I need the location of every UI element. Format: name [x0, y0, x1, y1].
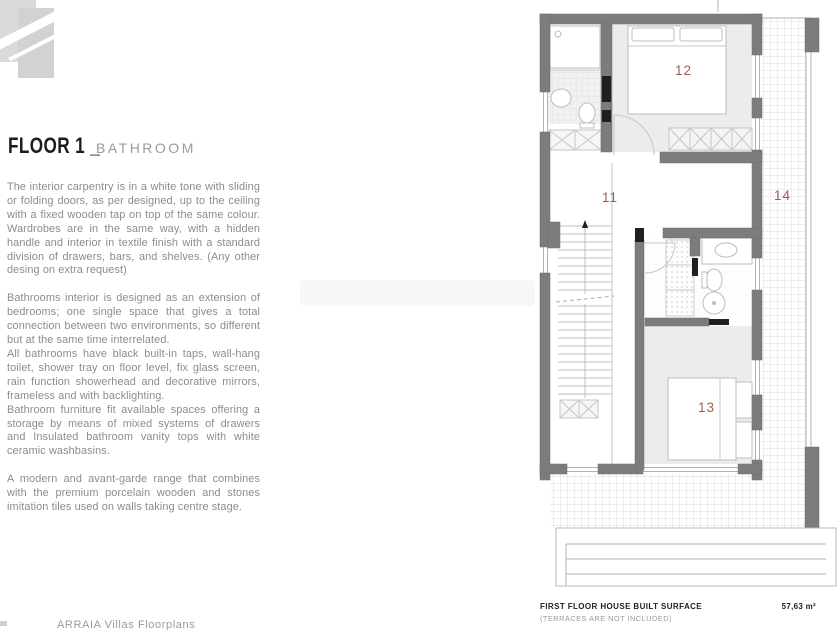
paragraph-carpentry: The interior carpentry is in a white tone with sliding or folding doors, as per designed, up to the ceiling with a fixed wooden tap on top of the same colour. Wardrobes are in the same way, with a hidden handle and interior in textile finish with a standard division of drawers, bars, and shelves. (Any other desing on extra request) — [7, 181, 260, 277]
washbasin-icon — [715, 243, 737, 257]
page-title — [8, 133, 196, 163]
section-title: BATHROOM — [96, 140, 196, 156]
brand-logo-icon — [0, 0, 72, 88]
paragraph-tiles: A modern and avant-garde range that combines with the premium porcelain wooden and stones imitation tiles used on walls taking centre stage. — [7, 473, 260, 514]
paragraph-bathrooms-1: Bathrooms interior is designed as an extension of bedrooms; one single space that gives a total connection between two environments, so different but at the same time interrelated. — [7, 292, 260, 347]
room-label-11: 11 — [602, 190, 619, 205]
toilet-icon — [706, 269, 722, 291]
wardrobe-hatch — [549, 130, 601, 150]
terrace-grid — [550, 474, 806, 528]
plan-caption-subtitle: (TERRACES ARE NOT INCLUDED) — [540, 614, 672, 623]
plan-caption-title: FIRST FLOOR HOUSE BUILT SURFACE — [540, 602, 703, 611]
paragraph-bathrooms-3: Bathroom furniture fit available spaces offering a storage by means of mixed systems of drawers and Insulated bathroom vanity tops with white ceramic washbasins. — [7, 403, 260, 458]
closet-hatch — [560, 400, 598, 418]
room-label-13: 13 — [698, 400, 716, 415]
terrace-grid — [762, 18, 806, 528]
room-label-14: 14 — [774, 188, 792, 203]
plan-area-value: 57,63 m² — [781, 602, 816, 611]
watermark — [300, 280, 535, 306]
floor-title: FLOOR 1 _ — [8, 133, 101, 158]
footer-text: ARRAIA Villas Floorplans — [57, 619, 196, 630]
footer-mark — [0, 621, 7, 626]
paragraph-bathrooms-2: All bathrooms have black built-in taps, wall-hang toilet, shower tray on floor level, fix glass screen, rain function showerhead and decorative mirrors, frameless and with backlighting. — [7, 347, 260, 402]
toilet-icon — [579, 103, 595, 123]
description-text — [7, 181, 260, 515]
room-label-12: 12 — [675, 63, 693, 78]
wardrobe-hatch — [669, 128, 752, 150]
floor-plan — [530, 0, 840, 600]
terrace-steps — [556, 528, 836, 586]
washbasin-icon — [551, 89, 571, 107]
